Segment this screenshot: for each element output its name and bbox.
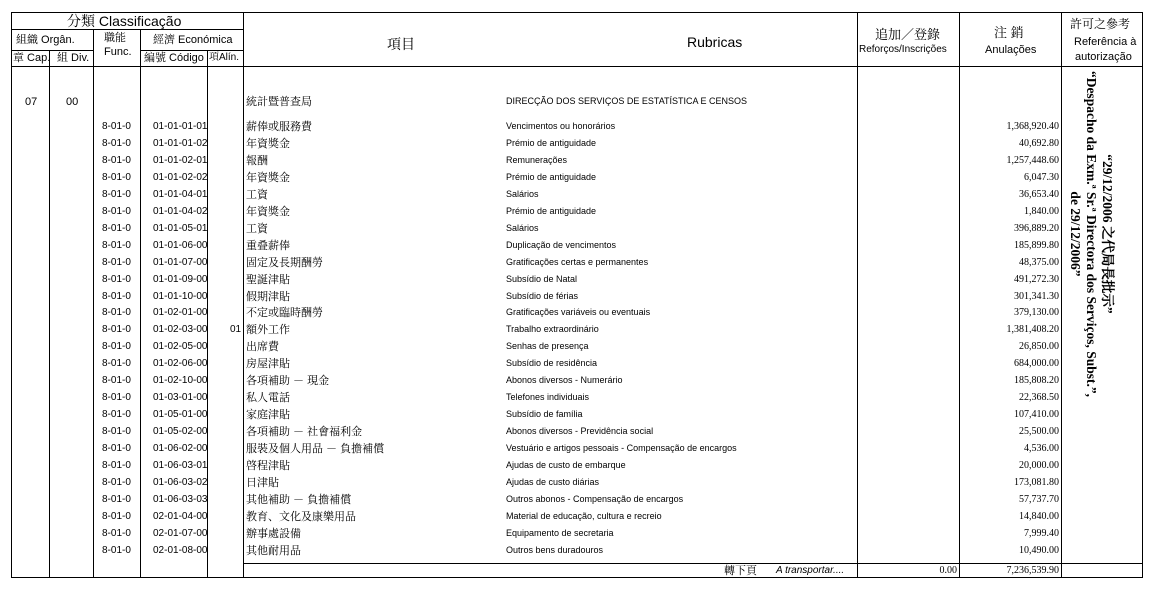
row-func: 8-01-0: [102, 206, 131, 217]
col-line-alin: [243, 12, 244, 578]
row-func: 8-01-0: [102, 375, 131, 386]
row-zh: 房屋津貼: [246, 358, 290, 370]
row-zh: 日津貼: [246, 477, 279, 489]
row-code: 01-01-05-01: [153, 223, 208, 234]
row-func: 8-01-0: [102, 426, 131, 437]
row-code: 01-02-06-00: [153, 358, 208, 369]
header-rule-economic: [140, 50, 243, 51]
row-code: 01-06-03-02: [153, 477, 208, 488]
row-func: 8-01-0: [102, 409, 131, 420]
header-div: 組 Div.: [57, 52, 90, 64]
row-zh: 工資: [246, 223, 268, 235]
row-amount: 40,692.80: [1019, 138, 1059, 149]
row-pt: Vestuário e artigos pessoais - Compensação de encargos: [506, 443, 737, 453]
header-rule-bottom: [11, 66, 1143, 67]
row-zh: 教育、文化及康樂用品: [246, 511, 356, 523]
entity-name-pt: DIRECÇÃO DOS SERVIÇOS DE ESTATÍSTICA E CENSOS: [506, 96, 748, 106]
row-func: 8-01-0: [102, 172, 131, 183]
footer-annulment-total: 7,236,539.90: [1006, 565, 1059, 576]
row-zh: 重叠薪俸: [246, 240, 290, 252]
entity-div: 00: [66, 96, 79, 108]
row-pt: Subsídio de residência: [506, 358, 598, 368]
row-pt: Senhas de presença: [506, 341, 589, 351]
row-amount: 396,889.20: [1014, 223, 1059, 234]
row-amount: 6,047.30: [1024, 172, 1059, 183]
row-func: 8-01-0: [102, 121, 131, 132]
row-pt: Duplicação de vencimentos: [506, 240, 617, 250]
row-code: 01-01-01-02: [153, 138, 208, 149]
row-func: 8-01-0: [102, 341, 131, 352]
row-code: 01-06-03-01: [153, 460, 208, 471]
row-pt: Salários: [506, 189, 539, 199]
row-func: 8-01-0: [102, 528, 131, 539]
header-functional: 職能: [104, 32, 126, 44]
row-code: 01-01-04-02: [153, 206, 208, 217]
row-amount: 48,375.00: [1019, 257, 1059, 268]
row-func: 8-01-0: [102, 257, 131, 268]
row-zh: 其他補助 － 負擔補償: [246, 494, 352, 506]
col-line-cap: [49, 50, 50, 578]
row-zh: 各項補助 － 現金: [246, 375, 330, 387]
row-func: 8-01-0: [102, 138, 131, 149]
row-zh: 假期津貼: [246, 291, 290, 303]
row-code: 01-01-06-00: [153, 240, 208, 251]
row-code: 01-01-07-00: [153, 257, 208, 268]
header-annulment-pt: Anulações: [985, 44, 1037, 56]
row-zh: 固定及長期酬勞: [246, 257, 323, 269]
row-amount: 491,272.30: [1014, 274, 1059, 285]
row-zh: 辦事處設備: [246, 528, 301, 540]
row-code: 02-01-08-00: [153, 545, 208, 556]
row-amount: 185,899.80: [1014, 240, 1059, 251]
row-func: 8-01-0: [102, 477, 131, 488]
row-code: 01-02-03-00: [153, 324, 208, 335]
row-zh: 服裝及個人用品 － 負擔補償: [246, 443, 385, 455]
row-pt: Prémio de antiguidade: [506, 172, 597, 182]
header-reference-pt2: autorização: [1075, 51, 1132, 63]
row-amount: 26,850.00: [1019, 341, 1059, 352]
row-amount: 1,840.00: [1024, 206, 1059, 217]
row-zh: 出席費: [246, 341, 279, 353]
row-zh: 家庭津貼: [246, 409, 290, 421]
row-code: 01-06-02-00: [153, 443, 208, 454]
footer-rule: [243, 563, 1143, 564]
header-cap: 章 Cap.: [13, 52, 51, 64]
row-zh: 報酬: [246, 155, 268, 167]
row-code: 01-02-01-00: [153, 307, 208, 318]
row-pt: Abonos diversos - Previdência social: [506, 426, 654, 436]
budget-sheet: [11, 12, 1143, 578]
row-code: 01-01-02-01: [153, 155, 208, 166]
row-amount: 25,500.00: [1019, 426, 1059, 437]
header-annulment-zh: 注 銷: [994, 25, 1024, 40]
row-code: 01-02-10-00: [153, 375, 208, 386]
row-amount: 22,368.50: [1019, 392, 1059, 403]
row-amount: 36,653.40: [1019, 189, 1059, 200]
header-rule-organ: [11, 50, 93, 51]
row-func: 8-01-0: [102, 189, 131, 200]
row-zh: 不定或臨時酬勞: [246, 307, 323, 319]
row-amount: 57,737.70: [1019, 494, 1059, 505]
reference-note-line1: “29/12/2006 之代局長批示”: [1100, 154, 1115, 314]
row-code: 01-01-02-02: [153, 172, 208, 183]
header-item-pt: Rubricas: [687, 34, 743, 50]
row-zh: 聖誕津貼: [246, 274, 290, 286]
row-amount: 10,490.00: [1019, 545, 1059, 556]
row-pt: Subsídio de férias: [506, 291, 579, 301]
row-amount: 1,368,920.40: [1006, 121, 1059, 132]
col-line-div: [93, 29, 94, 578]
row-amount: 1,381,408.20: [1006, 324, 1059, 335]
row-pt: Prémio de antiguidade: [506, 138, 597, 148]
row-zh: 工資: [246, 189, 268, 201]
row-func: 8-01-0: [102, 545, 131, 556]
row-code: 01-01-01-01: [153, 121, 208, 132]
header-code: 編號 Código: [144, 52, 204, 64]
header-reference-zh: 許可之參考: [1070, 17, 1131, 31]
col-line-func: [140, 29, 141, 578]
row-code: 01-05-01-00: [153, 409, 208, 420]
row-zh: 年資獎金: [246, 138, 290, 150]
row-pt: Outros bens duradouros: [506, 545, 604, 555]
row-code: 01-05-02-00: [153, 426, 208, 437]
row-pt: Gratificações variáveis ou eventuais: [506, 307, 651, 317]
row-func: 8-01-0: [102, 324, 131, 335]
header-economic: 經濟 Económica: [153, 34, 233, 46]
row-func: 8-01-0: [102, 155, 131, 166]
row-pt: Equipamento de secretaria: [506, 528, 614, 538]
border-left: [11, 12, 12, 578]
row-zh: 年資獎金: [246, 206, 290, 218]
header-alin: 項Alín.: [209, 52, 240, 63]
row-func: 8-01-0: [102, 274, 131, 285]
col-line-anulacoes: [1061, 12, 1062, 578]
row-func: 8-01-0: [102, 460, 131, 471]
row-code: 02-01-07-00: [153, 528, 208, 539]
row-func: 8-01-0: [102, 358, 131, 369]
row-pt: Abonos diversos - Numerário: [506, 375, 623, 385]
row-amount: 20,000.00: [1019, 460, 1059, 471]
row-amount: 7,999.40: [1024, 528, 1059, 539]
row-pt: Ajudas de custo de embarque: [506, 460, 626, 470]
row-amount: 684,000.00: [1014, 358, 1059, 369]
row-amount: 185,808.20: [1014, 375, 1059, 386]
row-pt: Prémio de antiguidade: [506, 206, 597, 216]
row-zh: 各項補助 － 社會福利金: [246, 426, 363, 438]
row-zh: 私人電話: [246, 392, 290, 404]
row-amount: 379,130.00: [1014, 307, 1059, 318]
row-code: 01-01-10-00: [153, 291, 208, 302]
row-zh: 薪俸或服務費: [246, 121, 312, 133]
row-func: 8-01-0: [102, 511, 131, 522]
header-reinforcement-zh: 追加／登錄: [875, 27, 941, 42]
row-code: 01-03-01-00: [153, 392, 208, 403]
row-pt: Vencimentos ou honorários: [506, 121, 616, 131]
header-functional-pt: Func.: [104, 46, 132, 58]
row-pt: Gratificações certas e permanentes: [506, 257, 649, 267]
row-amount: 1,257,448.60: [1006, 155, 1059, 166]
row-code: 02-01-04-00: [153, 511, 208, 522]
row-alin: 01: [230, 324, 242, 335]
row-pt: Subsídio de família: [506, 409, 583, 419]
header-organ: 組織 Orgân.: [16, 34, 75, 46]
row-pt: Material de educação, cultura e recreio: [506, 511, 662, 521]
footer-reinforcement-total: 0.00: [939, 565, 957, 576]
row-zh: 其他耐用品: [246, 545, 301, 557]
row-func: 8-01-0: [102, 307, 131, 318]
row-amount: 14,840.00: [1019, 511, 1059, 522]
row-func: 8-01-0: [102, 494, 131, 505]
row-func: 8-01-0: [102, 392, 131, 403]
row-pt: Telefones individuais: [506, 392, 590, 402]
row-zh: 額外工作: [246, 324, 290, 336]
row-func: 8-01-0: [102, 240, 131, 251]
row-pt: Outros abonos - Compensação de encargos: [506, 494, 684, 504]
row-func: 8-01-0: [102, 443, 131, 454]
col-line-rubricas: [857, 12, 858, 578]
footer-transport-zh: 轉下頁: [724, 565, 757, 577]
row-pt: Subsídio de Natal: [506, 274, 578, 284]
row-func: 8-01-0: [102, 223, 131, 234]
col-line-reforcos: [959, 12, 960, 578]
header-reinforcement-pt: Reforços/Inscrições: [859, 44, 947, 55]
reference-note-line3: de 29/12/2006”: [1068, 191, 1083, 277]
row-code: 01-06-03-03: [153, 494, 208, 505]
row-pt: Ajudas de custo diárias: [506, 477, 600, 487]
reference-note-line2: “Despacho da Exm.ª Sr.ª Directora dos Serviços, Subst.”,: [1084, 70, 1099, 398]
row-pt: Remunerações: [506, 155, 568, 165]
header-rule-classification: [11, 29, 243, 30]
entity-name-zh: 統計暨普查局: [246, 96, 312, 108]
footer-transport-pt: A transportar....: [776, 565, 845, 576]
row-amount: 301,341.30: [1014, 291, 1059, 302]
header-classification: 分類 Classificação: [67, 13, 182, 29]
header-item-zh: 項目: [387, 36, 415, 52]
row-amount: 4,536.00: [1024, 443, 1059, 454]
row-zh: 年資獎金: [246, 172, 290, 184]
row-code: 01-01-09-00: [153, 274, 208, 285]
row-amount: 173,081.80: [1014, 477, 1059, 488]
row-zh: 啓程津貼: [246, 460, 290, 472]
row-amount: 107,410.00: [1014, 409, 1059, 420]
row-code: 01-02-05-00: [153, 341, 208, 352]
row-pt: Trabalho extraordinário: [506, 324, 599, 334]
row-func: 8-01-0: [102, 291, 131, 302]
row-code: 01-01-04-01: [153, 189, 208, 200]
border-right: [1142, 12, 1143, 578]
header-reference-pt1: Referência à: [1074, 36, 1137, 48]
row-pt: Salários: [506, 223, 539, 233]
border-bottom: [11, 577, 1143, 578]
entity-cap: 07: [25, 96, 38, 108]
